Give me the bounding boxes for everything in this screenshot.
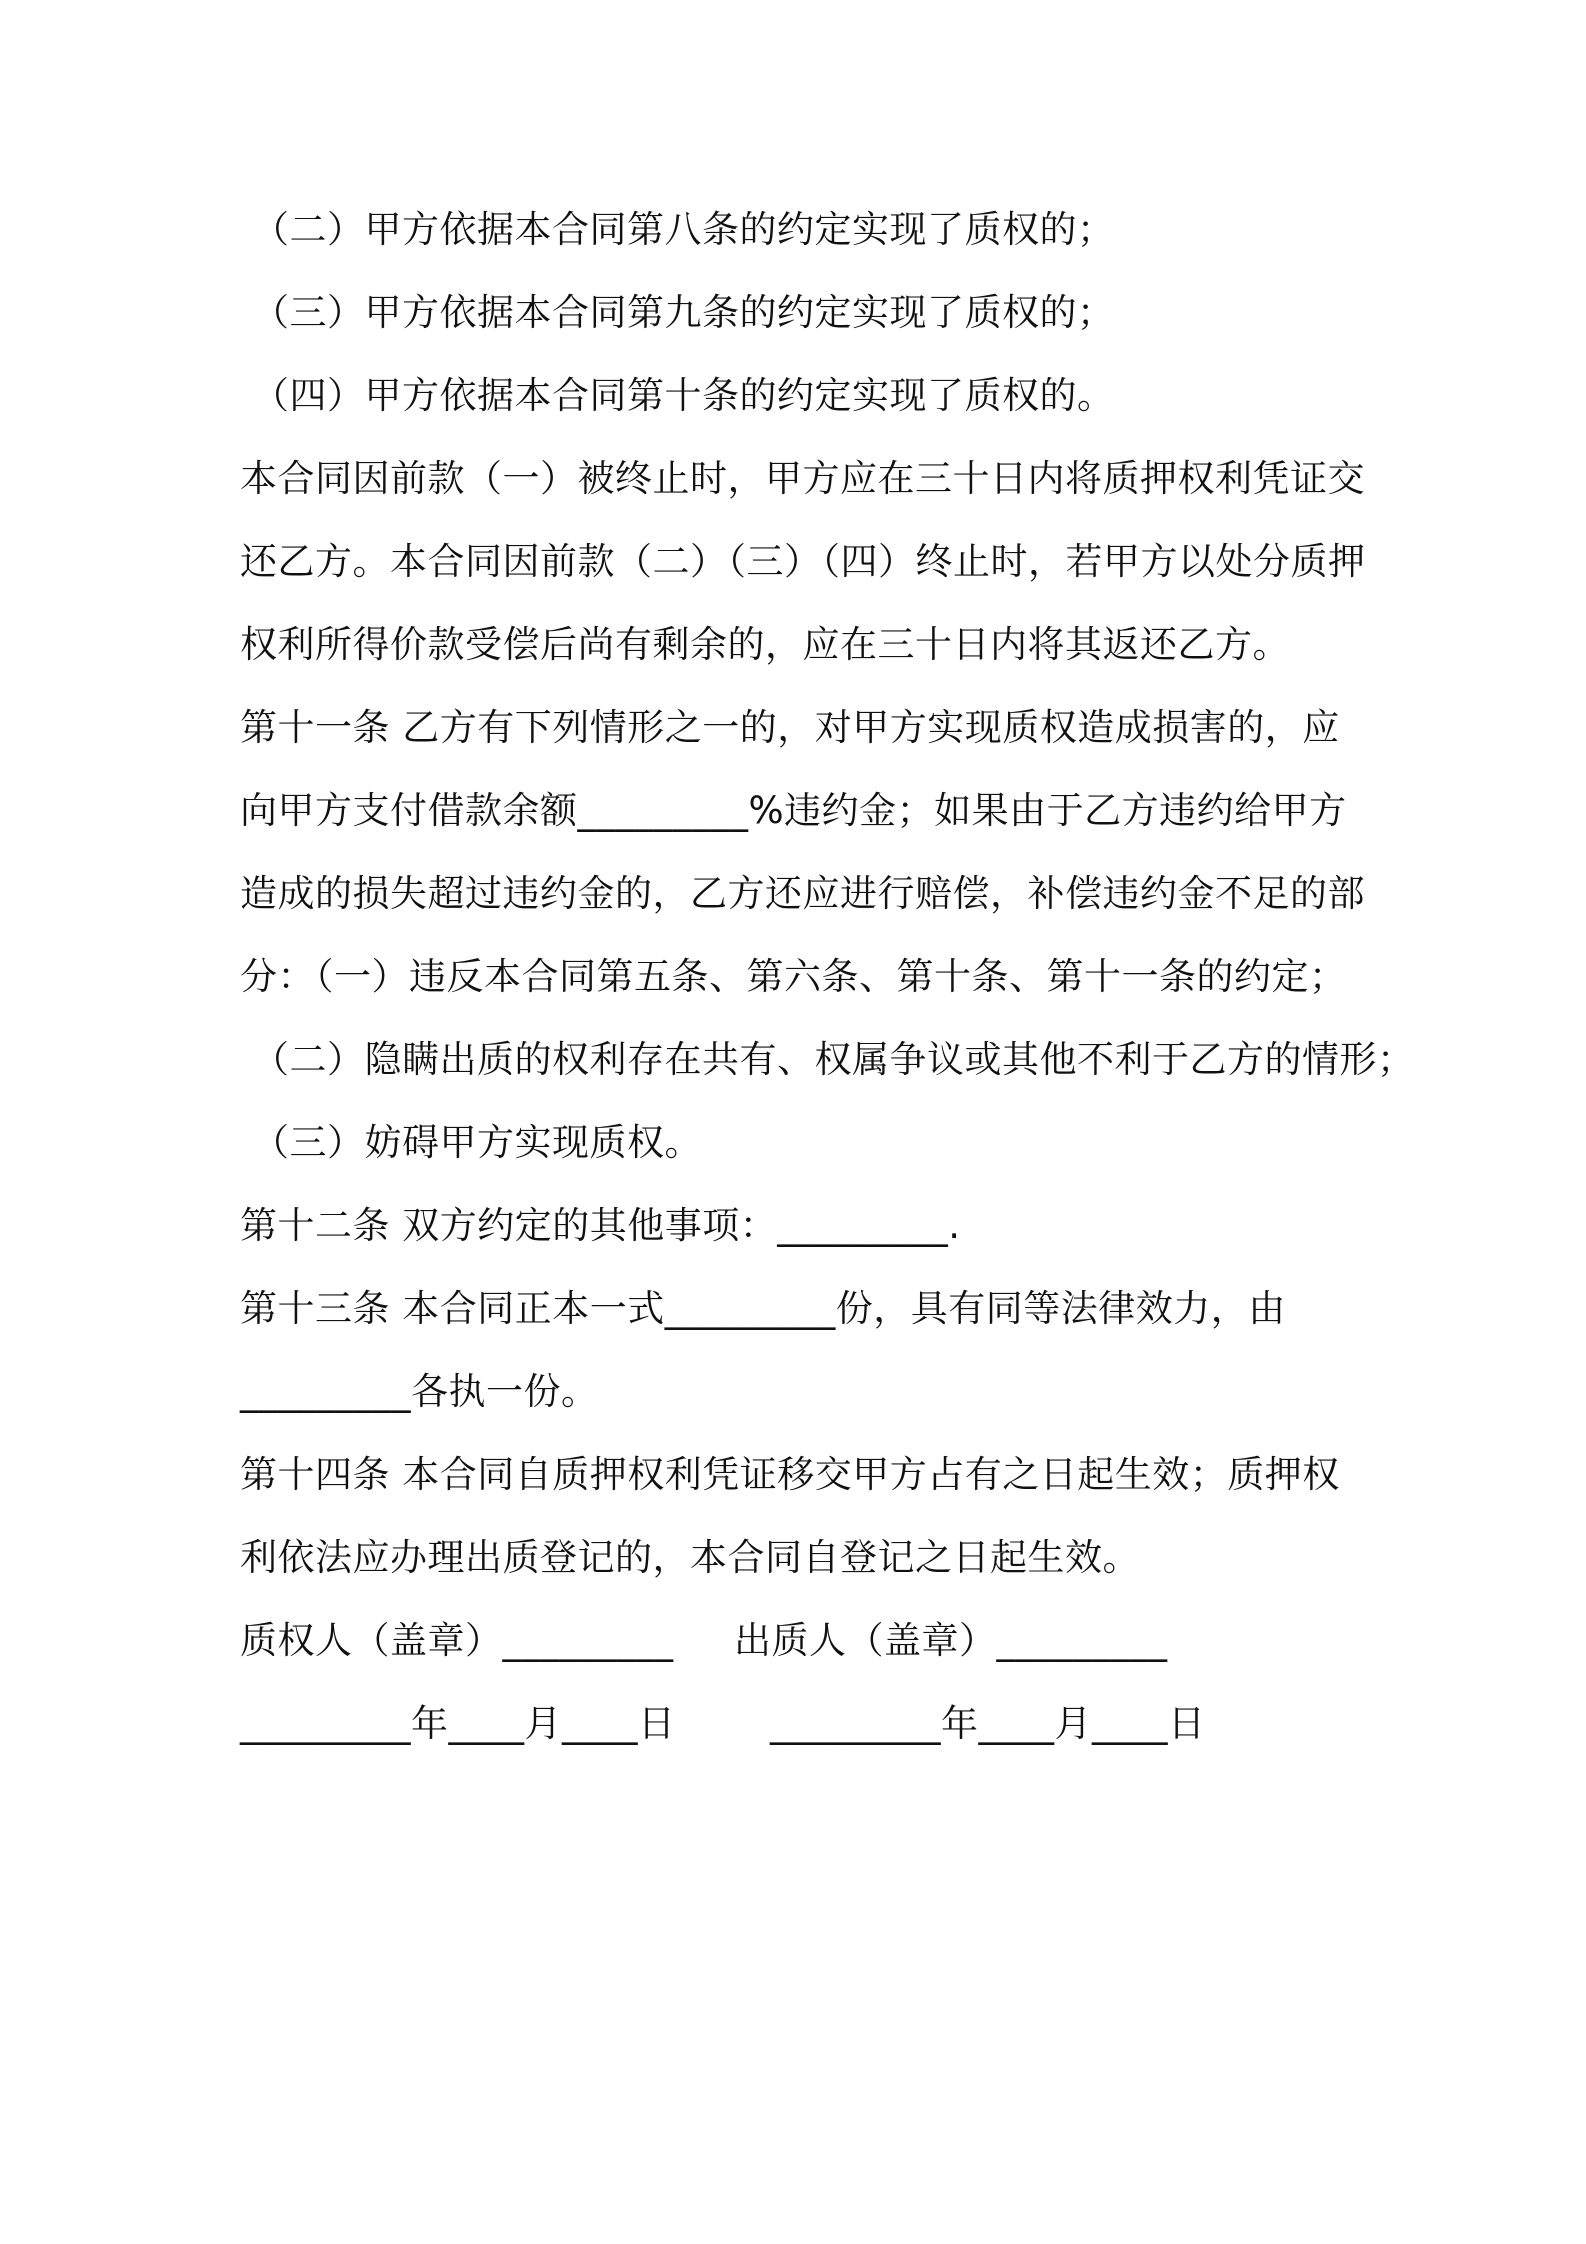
article-11-item-2: （二）隐瞒出质的权利存在共有、权属争议或其他不利于乙方的情形； [252, 1038, 1415, 1081]
article-11-line: 第十一条 乙方有下列情形之一的，对甲方实现质权造成损害的，应 [240, 706, 1340, 749]
pledgor-date: _________年____月____日 [770, 1702, 1206, 1745]
article-11-line: 造成的损失超过违约金的，乙方还应进行赔偿，补偿违约金不足的部 [240, 872, 1365, 915]
pledgor-signature: 出质人（盖章）_________ [734, 1619, 1168, 1662]
article-11-line: 分：（一）违反本合同第五条、第六条、第十条、第十一条的约定； [240, 955, 1347, 998]
article-13-line: _________各执一份。 [240, 1370, 599, 1413]
paragraph-line: 权利所得价款受偿后尚有剩余的，应在三十日内将其返还乙方。 [240, 623, 1290, 666]
article-14-line: 利依法应办理出质登记的，本合同自登记之日起生效。 [240, 1536, 1140, 1579]
article-11-line: 向甲方支付借款余额_________%违约金；如果由于乙方违约给甲方 [240, 789, 1347, 832]
clause-item-4: （四）甲方依据本合同第十条的约定实现了质权的。 [252, 374, 1115, 417]
article-12-line: 第十二条 双方约定的其他事项：_________. [240, 1204, 961, 1247]
article-11-item-3: （三）妨碍甲方实现质权。 [252, 1121, 702, 1164]
paragraph-line: 本合同因前款（一）被终止时，甲方应在三十日内将质押权利凭证交 [240, 457, 1365, 500]
article-13-line: 第十三条 本合同正本一式_________份，具有同等法律效力，由 [240, 1287, 1286, 1330]
clause-item-2: （二）甲方依据本合同第八条的约定实现了质权的； [252, 208, 1115, 251]
pledgee-signature: 质权人（盖章）_________ [240, 1619, 674, 1662]
paragraph-line: 还乙方。本合同因前款（二）（三）（四）终止时，若甲方以处分质押 [240, 540, 1366, 583]
clause-item-3: （三）甲方依据本合同第九条的约定实现了质权的； [252, 291, 1115, 334]
article-14-line: 第十四条 本合同自质押权利凭证移交甲方占有之日起生效；质押权 [240, 1453, 1340, 1496]
pledgee-date: _________年____月____日 [240, 1702, 676, 1745]
